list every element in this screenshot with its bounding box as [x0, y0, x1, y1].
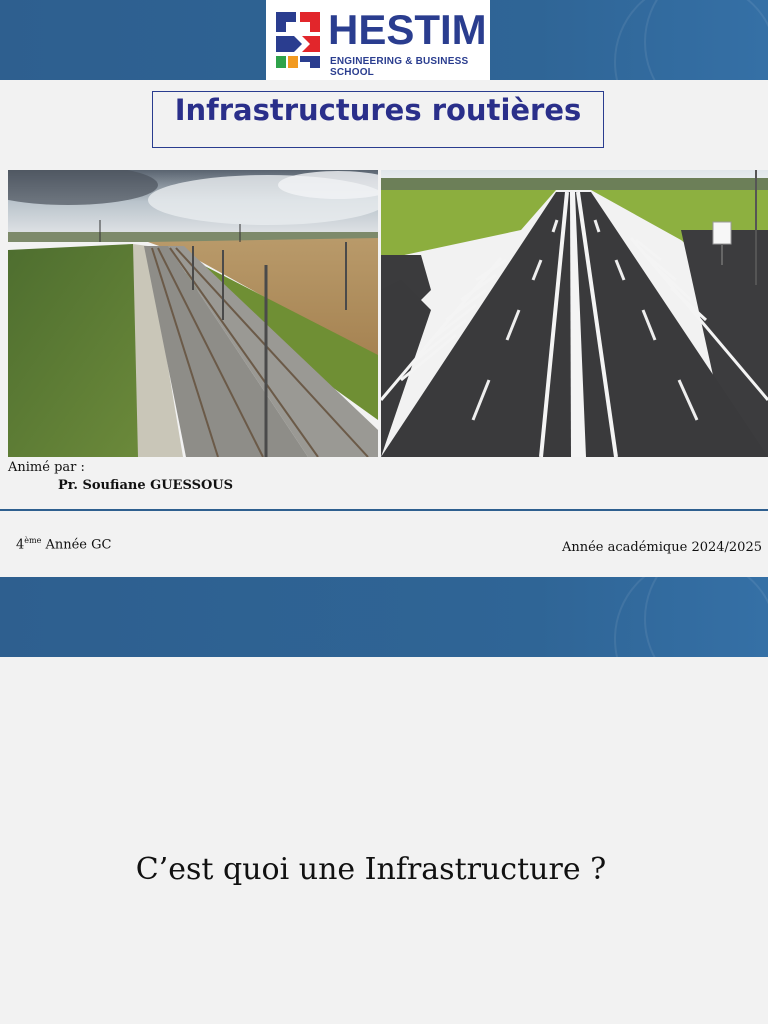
year-suffix: ème — [24, 536, 42, 545]
hestim-logo-icon — [276, 12, 320, 68]
section-question: C’est quoi une Infrastructure ? — [135, 852, 607, 887]
school-logo — [266, 0, 490, 80]
logo-tagline: ENGINEERING & BUSINESS SCHOOL — [330, 56, 469, 78]
class-year — [16, 536, 111, 552]
highway-photo — [381, 170, 768, 457]
page-title: Infrastructures routières — [174, 93, 582, 127]
animated-by-label: Animé par : — [8, 460, 85, 475]
decorative-swirl — [614, 577, 768, 657]
year-number: 4 — [16, 537, 25, 553]
year-label: Année GC — [41, 537, 112, 553]
railway-photo — [8, 170, 378, 457]
decorative-swirl — [614, 0, 768, 80]
section-band — [0, 577, 768, 657]
presenter-name: Pr. Soufiane GUESSOUS — [58, 478, 234, 493]
academic-year: Année académique 2024/2025 — [561, 540, 762, 555]
logo-name: HESTIM — [328, 6, 487, 53]
divider — [0, 509, 768, 511]
title-frame — [152, 91, 604, 148]
